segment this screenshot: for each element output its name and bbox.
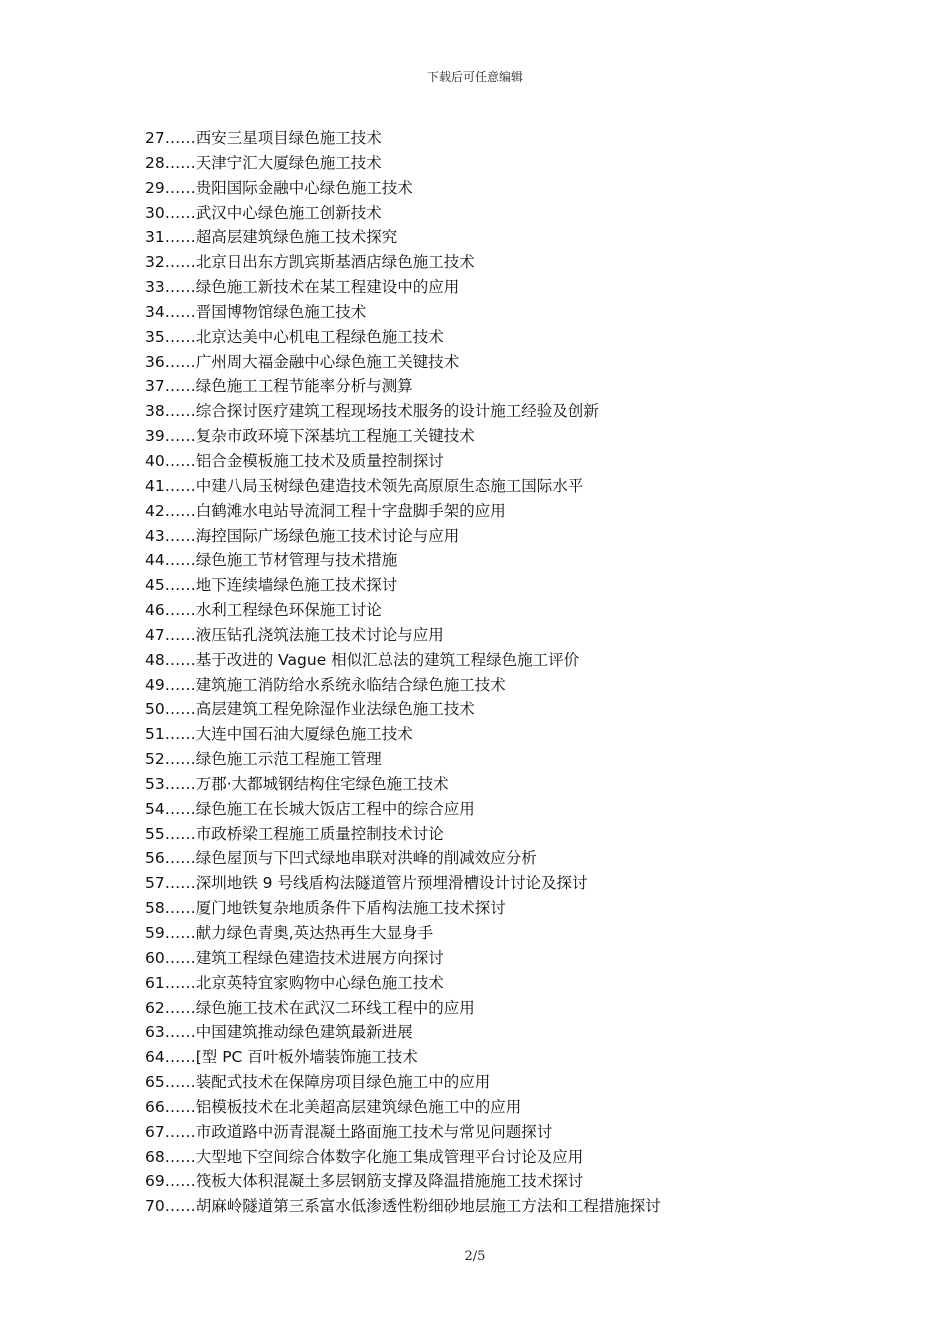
toc-item: 66……铝模板技术在北美超高层建筑绿色施工中的应用 (145, 1097, 522, 1116)
toc-item: 59……献力绿色青奥,英达热再生大显身手 (145, 924, 434, 942)
toc-item: 29……贵阳国际金融中心绿色施工技术 (145, 178, 413, 197)
toc-item: 34……晋国博物馆绿色施工技术 (145, 302, 367, 321)
toc-item: 65……装配式技术在保障房项目绿色施工中的应用 (145, 1073, 491, 1092)
toc-item: 43……海控国际广场绿色施工技术讨论与应用 (145, 526, 460, 545)
toc-item: 31……超高层建筑绿色施工技术探究 (145, 228, 398, 247)
toc-item: 51……大连中国石油大厦绿色施工技术 (145, 725, 413, 744)
toc-item: 54……绿色施工在长城大饭店工程中的综合应用 (145, 799, 475, 818)
toc-item: 47……液压钻孔浇筑法施工技术讨论与应用 (145, 625, 444, 644)
toc-item: 61……北京英特宜家购物中心绿色施工技术 (145, 973, 444, 992)
toc-item: 58……厦门地铁复杂地质条件下盾构法施工技术探讨 (145, 899, 506, 918)
toc-item: 60……建筑工程绿色建造技术进展方向探讨 (145, 948, 444, 967)
toc-item: 49……建筑施工消防给水系统永临结合绿色施工技术 (145, 675, 506, 694)
toc-item: 39……复杂市政环境下深基坑工程施工关键技术 (145, 427, 475, 446)
page-header: 下载后可任意编辑 (426, 70, 523, 84)
toc-item: 64……[型 PC 百叶板外墙装饰施工技术 (145, 1048, 418, 1067)
toc-item: 62……绿色施工技术在武汉二环线工程中的应用 (145, 998, 475, 1017)
toc-item: 36……广州周大福金融中心绿色施工关键技术 (145, 352, 460, 371)
toc-item: 35……北京达美中心机电工程绿色施工技术 (145, 327, 444, 346)
toc-item: 45……地下连续墙绿色施工技术探讨 (145, 576, 398, 595)
toc-item: 38……综合探讨医疗建筑工程现场技术服务的设计施工经验及创新 (145, 402, 599, 421)
toc-item: 68……大型地下空间综合体数字化施工集成管理平台讨论及应用 (145, 1147, 584, 1166)
toc-item: 69……筏板大体积混凝土多层钢筋支撑及降温措施施工技术探讨 (145, 1172, 584, 1191)
toc-item: 52……绿色施工示范工程施工管理 (145, 750, 382, 769)
toc-item: 57……深圳地铁 9 号线盾构法隧道管片预埋滑槽设计讨论及探讨 (145, 874, 588, 893)
toc-item: 70……胡麻岭隧道第三系富水低渗透性粉细砂地层施工方法和工程措施探讨 (145, 1197, 661, 1216)
toc-item: 27……西安三星项目绿色施工技术 (145, 129, 382, 147)
page-number: 2/5 (464, 1249, 486, 1264)
toc-item: 37……绿色施工工程节能率分析与测算 (145, 377, 413, 396)
toc-item: 56……绿色屋顶与下凹式绿地串联对洪峰的削减效应分析 (145, 849, 537, 868)
toc-item: 53……万郡·大都城钢结构住宅绿色施工技术 (145, 774, 449, 793)
toc-item: 42……白鹤滩水电站导流洞工程十字盘脚手架的应用 (145, 501, 506, 520)
toc-item: 28……天津宁汇大厦绿色施工技术 (145, 153, 382, 172)
toc-item: 46……水利工程绿色环保施工讨论 (145, 601, 382, 620)
toc-item: 67……市政道路中沥青混凝土路面施工技术与常见问题探讨 (145, 1122, 553, 1141)
toc-item: 33……绿色施工新技术在某工程建设中的应用 (145, 278, 460, 297)
toc-item: 30……武汉中心绿色施工创新技术 (145, 203, 382, 222)
toc-item: 41……中建八局玉树绿色建造技术领先高原原生态施工国际水平 (145, 476, 584, 495)
toc-item: 48……基于改进的 Vague 相似汇总法的建筑工程绿色施工评价 (145, 650, 580, 669)
toc-item: 50……高层建筑工程免除湿作业法绿色施工技术 (145, 700, 475, 719)
toc-item: 55……市政桥梁工程施工质量控制技术讨论 (145, 824, 444, 843)
toc-item: 40……铝合金模板施工技术及质量控制探讨 (145, 451, 444, 470)
toc-list (145, 126, 661, 1219)
toc-item: 63……中国建筑推动绿色建筑最新进展 (145, 1023, 413, 1042)
toc-item: 32……北京日出东方凯宾斯基酒店绿色施工技术 (145, 253, 475, 272)
toc-item: 44……绿色施工节材管理与技术措施 (145, 551, 398, 570)
